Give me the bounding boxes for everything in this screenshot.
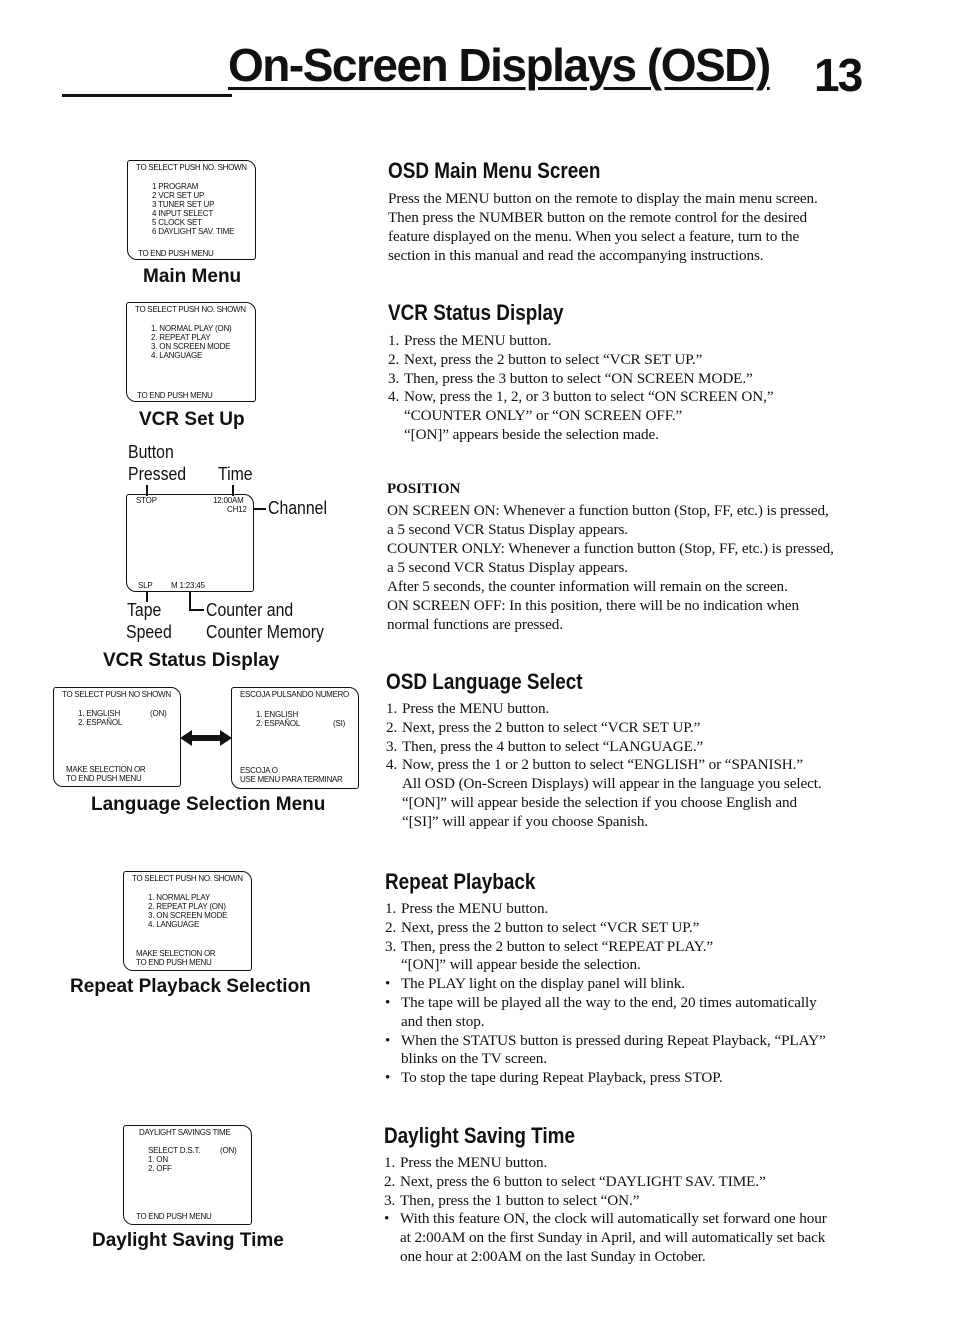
status-channel: CH12 (227, 505, 247, 514)
body-line: ON SCREEN OFF: In this position, there will be no indication when (387, 597, 799, 614)
page-number: 13 (814, 49, 862, 101)
screen-footer: TO END PUSH MENU (136, 958, 212, 967)
vcr-setup-caption: VCR Set Up (139, 409, 245, 430)
menu-item: 4. LANGUAGE (151, 351, 203, 360)
screen-footer: MAKE SELECTION OR (136, 949, 216, 958)
menu-item: 2. ESPAÑOL (256, 719, 301, 728)
list-item: • The tape will be played all the way to the end, 20 times automatically (385, 993, 817, 1011)
list-item: “[ON]” appears beside the selection made. (404, 425, 659, 443)
list-item: • The PLAY light on the display panel will blink. (385, 975, 685, 993)
menu-item: 1. ENGLISH (78, 709, 121, 718)
step-list (386, 700, 841, 832)
label-pressed: Pressed (128, 464, 187, 484)
vcr-setup-screen (126, 302, 256, 402)
status-counter: M 1:23:45 (171, 581, 205, 590)
list-item: 3. Then, press the 3 button to select “ON SCREEN MODE.” (388, 369, 753, 387)
menu-item: 1. NORMAL PLAY (ON) (151, 324, 232, 333)
menu-item: 3. ON SCREEN MODE (148, 911, 228, 920)
body-line: a 5 second VCR Status Display appears. (387, 559, 628, 576)
header-rule (62, 94, 232, 97)
screen-header: DAYLIGHT SAVINGS TIME (139, 1128, 231, 1137)
list-item: 3. Then, press the 4 button to select “LANGUAGE.” (386, 737, 704, 755)
screen-header: TO SELECT PUSH NO. SHOWN (136, 163, 247, 172)
daylight-saving-screen (123, 1125, 252, 1225)
step-list (384, 1154, 839, 1267)
menu-item: 2. OFF (148, 1164, 172, 1173)
list-item: at 2:00AM on the first Sunday in April, and will automatically set back (400, 1229, 826, 1247)
screen-header: TO SELECT PUSH NO SHOWN (62, 690, 171, 699)
menu-item: 1. ENGLISH (256, 710, 299, 719)
screen-footer: ESCOJA O (240, 766, 278, 775)
screen-header: ESCOJA PULSANDO NUMERO (240, 690, 349, 699)
list-item: All OSD (On-Screen Displays) will appear in the language you select. (402, 775, 822, 793)
list-item: one hour at 2:00AM on the last Sunday in October. (400, 1247, 706, 1265)
list-item: 2. Next, press the 2 button to select “VCR SET UP.” (386, 718, 701, 736)
list-item: 2. Next, press the 2 button to select “VCR SET UP.” (385, 918, 700, 936)
list-item: 3. Then, press the 2 button to select “REPEAT PLAY.” (385, 937, 714, 955)
menu-item: 3. ON SCREEN MODE (151, 342, 231, 351)
section-heading: VCR Status Display (388, 300, 564, 325)
body-line: ON SCREEN ON: Whenever a function button (Stop, FF, etc.) is pressed, (387, 502, 829, 519)
list-item: and then stop. (401, 1012, 485, 1030)
step-list (385, 900, 840, 1088)
body-line: Press the MENU button on the remote to display the main menu screen. (388, 190, 818, 207)
list-item: 1. Press the MENU button. (386, 700, 550, 717)
label-speed: Speed (126, 622, 172, 642)
body-line: COUNTER ONLY: Whenever a function button (Stop, FF, etc.) is pressed, (387, 540, 834, 557)
repeat-caption: Repeat Playback Selection (70, 976, 311, 997)
main-menu-caption: Main Menu (143, 266, 242, 287)
menu-item: 4. LANGUAGE (148, 920, 200, 929)
pointer-line (189, 592, 191, 610)
list-item: 1. Press the MENU button. (384, 1154, 548, 1171)
screen-header: TO SELECT PUSH NO. SHOWN (132, 874, 243, 883)
menu-item: 6 DAYLIGHT SAV. TIME (152, 227, 235, 236)
menu-item: 2. REPEAT PLAY (151, 333, 211, 342)
section-heading: Daylight Saving Time (384, 1123, 576, 1148)
menu-item: 2 VCR SET UP (152, 191, 205, 200)
pointer-line (254, 508, 266, 510)
label-channel: Channel (268, 498, 328, 518)
label-tape: Tape (127, 600, 162, 620)
body-line: normal functions are pressed. (387, 616, 563, 633)
list-item: 2. Next, press the 2 button to select “VCR SET UP.” (388, 350, 703, 368)
screen-header: TO SELECT PUSH NO. SHOWN (135, 305, 246, 314)
list-item: 2. Next, press the 6 button to select “DAYLIGHT SAV. TIME.” (384, 1172, 766, 1190)
double-arrow-icon (180, 729, 232, 747)
screen-footer: MAKE SELECTION OR (66, 765, 146, 774)
section-heading: OSD Language Select (386, 669, 583, 694)
label-counter-and: Counter and (206, 600, 294, 620)
menu-item: 1. ON (148, 1155, 168, 1164)
dst-caption: Daylight Saving Time (92, 1230, 284, 1251)
list-item: 3. Then, press the 1 button to select “ON.” (384, 1191, 640, 1209)
screen-footer: TO END PUSH MENU (136, 1212, 212, 1221)
screen-footer: TO END PUSH MENU (138, 249, 214, 258)
list-item: 4. Now, press the 1 or 2 button to select “ENGLISH” or “SPANISH.” (386, 756, 803, 774)
status-clock: 12:00AM (213, 496, 244, 505)
list-item: “[ON]” will appear beside the selection if you choose English and (402, 793, 797, 811)
dst-select-status: (ON) (220, 1146, 237, 1155)
label-time: Time (218, 464, 253, 484)
screen-footer: USE MENU PARA TERMINAR (240, 775, 343, 784)
body-line: section in this manual and read the accompanying instructions. (388, 247, 764, 264)
list-item: • To stop the tape during Repeat Playback, press STOP. (385, 1069, 723, 1087)
body-line: After 5 seconds, the counter information will remain on the screen. (387, 578, 788, 595)
list-item: “[ON]” will appear beside the selection. (401, 956, 641, 974)
dst-select-label: SELECT D.S.T. (148, 1146, 201, 1155)
step-list (388, 332, 843, 445)
body-line: a 5 second VCR Status Display appears. (387, 521, 628, 538)
label-counter-memory: Counter Memory (206, 622, 324, 642)
menu-item: 2. REPEAT PLAY (ON) (148, 902, 226, 911)
status-slp: SLP (138, 581, 153, 590)
section-heading: Repeat Playback (385, 869, 536, 894)
list-item: “[SI]” will appear if you choose Spanish. (402, 812, 649, 830)
label-button: Button (128, 442, 174, 462)
menu-item: 2. ESPAÑOL (78, 718, 123, 727)
position-heading: POSITION (387, 481, 461, 497)
list-item: blinks on the TV screen. (401, 1050, 547, 1068)
list-item: “COUNTER ONLY” or “ON SCREEN OFF.” (404, 407, 683, 425)
repeat-playback-screen (123, 871, 252, 971)
vcr-status-caption: VCR Status Display (103, 650, 280, 671)
list-item: 4. Now, press the 1, 2, or 3 button to select “ON SCREEN ON,” (388, 388, 774, 406)
list-item: • With this feature ON, the clock will automatically set forward one hour (384, 1210, 827, 1228)
page-title: On-Screen Displays (OSD) (228, 39, 770, 91)
language-english-screen (53, 687, 181, 787)
menu-item: 5 CLOCK SET (152, 218, 202, 227)
body-line: Then press the NUMBER button on the remote control for the desired (388, 209, 807, 226)
language-caption: Language Selection Menu (91, 794, 326, 815)
list-item: 1. Press the MENU button. (385, 900, 549, 917)
screen-footer: TO END PUSH MENU (66, 774, 142, 783)
menu-item-status: (ON) (150, 709, 167, 718)
menu-item: 1 PROGRAM (152, 182, 199, 191)
position-body (387, 501, 847, 634)
section-heading: OSD Main Menu Screen (388, 158, 601, 183)
section-body (388, 189, 838, 265)
main-menu-screen (127, 160, 256, 260)
screen-footer: TO END PUSH MENU (137, 391, 213, 400)
menu-item: 4 INPUT SELECT (152, 209, 214, 218)
menu-item: 3 TUNER SET UP (152, 200, 215, 209)
menu-item: 1. NORMAL PLAY (148, 893, 211, 902)
menu-item-status: (SI) (333, 719, 346, 728)
list-item: • When the STATUS button is pressed during Repeat Playback, “PLAY” (385, 1031, 826, 1049)
language-spanish-screen (231, 687, 359, 789)
pointer-line (189, 609, 204, 611)
vcr-status-screen (126, 494, 254, 592)
status-stop: STOP (136, 496, 157, 505)
list-item: 1. Press the MENU button. (388, 332, 552, 349)
body-line: feature displayed on the menu. When you select a feature, turn to the (388, 228, 800, 245)
